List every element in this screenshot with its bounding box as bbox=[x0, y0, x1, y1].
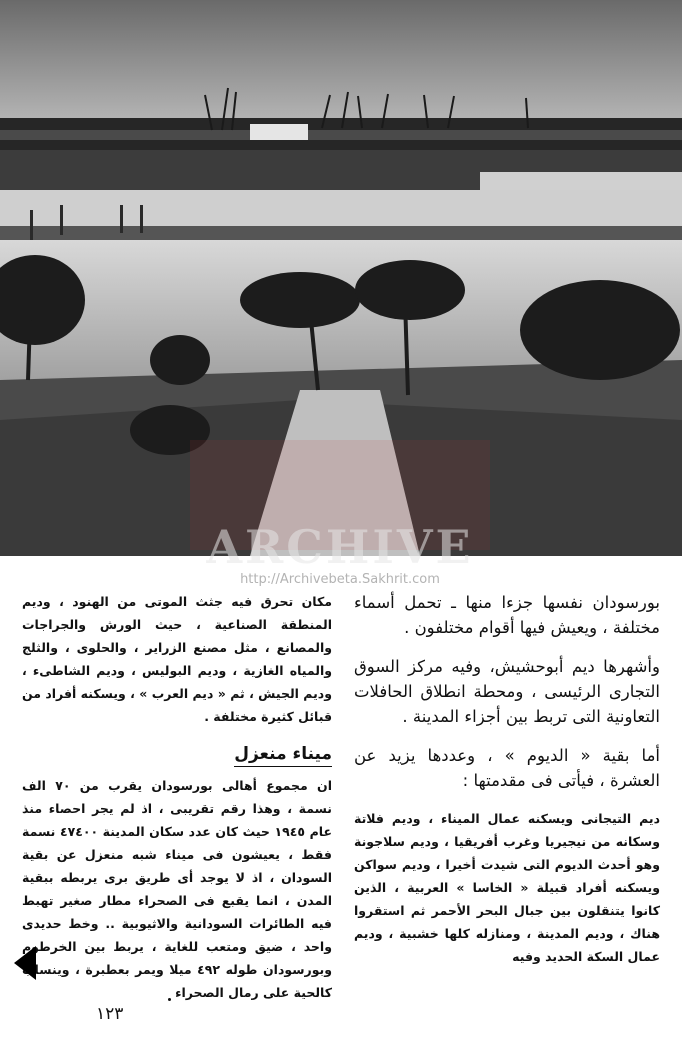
paragraph: مكان تحرق فيه جثث الموتى من الهنود ، وديم المنطقة الصناعية ، حيث الورش والجراجات والمصانع ، مثل مصنع الزراير ، والحلوى ، والثلج والمياه الغازية ، وديم البوليس ، وديم الشاطىء ، وديم الجيش ، ثم « ديم العرب » ، ويسكنه أفراد من قبائل كثيرة مختلفة . bbox=[22, 594, 332, 724]
right-column bbox=[354, 590, 660, 968]
paragraph: ان مجموع أهالى بورسودان يقرب من ٧٠ الف نسمة ، وهذا رقم تقريبى ، اذ لم يجر احصاء منذ عام ١٩٤٥ حيث كان عدد سكان المدينة ٤٧٤٠٠ نسمة فقط ، يعيشون فى ميناء شبه منعزل عن بقية السودان ، اذ لا يوجد أى طريق برى يربطه ببقية المدن ، انما يقبع فى الصحراء مطار صغير تهبط فيه الطائرات السودانية والاثيوبية .. وخط حديدى واحد ، ضيق ومتعب للغاية ، يربط بين الخرطوم وبورسودان طوله ٤٩٢ ميلا ويمر بعطبرة ، وينساب كالحية على رمال الصحراء bbox=[22, 778, 333, 1000]
archive-watermark bbox=[190, 440, 490, 600]
ink-dot bbox=[168, 998, 171, 1001]
left-column bbox=[22, 590, 332, 1004]
section-heading-text: ميناء منعزل bbox=[234, 744, 332, 767]
watermark-title: ARCHIVE bbox=[206, 520, 474, 574]
paragraph: وأشهرها ديم أبوحشيش، وفيه مركز السوق التجارى الرئيسى ، ومحطة انطلاق الحافلات التعاونية التى تربط بين أجزاء المدينة . bbox=[354, 657, 660, 726]
watermark-url: http://Archivebeta.Sakhrit.com bbox=[240, 572, 440, 587]
page-number: ١٢٣ bbox=[96, 1004, 124, 1024]
paragraph: أما بقية « الديوم » ، وعددها يزيد عن العشرة ، فيأتى فى مقدمتها : bbox=[354, 746, 660, 790]
paragraph: بورسودان نفسها جزءا منها ـ تحمل أسماء مختلفة ، ويعيش فيها أقوام مختلفون . bbox=[354, 593, 660, 637]
section-heading bbox=[22, 744, 332, 764]
paragraph: ديم التيجانى ويسكنه عمال الميناء ، وديم فلاتة وسكانه من نيجيريا وغرب أفريقيا ، وديم سلاجونة وهو أحدث الديوم التى شيدت أخيرا ، وديم سواكن ويسكنه أفراد قبيلة « الخاسا » العربية ، الذين كانوا يتنقلون بين جبال البحر الأحمر ثم استقروا هناك ، وديم المدينة ، ومنازله كلها خشبية ، وديم عمال السكة الحديد وفيه bbox=[354, 811, 660, 964]
previous-page-arrow-icon[interactable] bbox=[14, 946, 36, 980]
